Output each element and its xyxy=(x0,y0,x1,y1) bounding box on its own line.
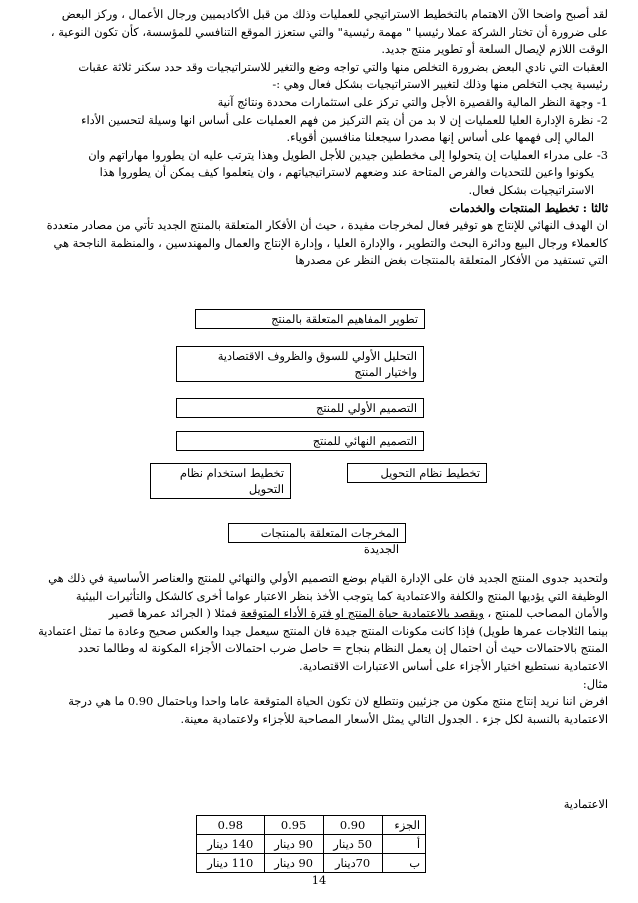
text-line: ولتحديد جدوى المنتج الجديد فان على الإدارة القيام بوضع التصميم الأولي والنهائي للمنتج والعناصر الأساسية في ذلك هي xyxy=(48,571,608,585)
text-line: بينما الثلاجات عمرها طويل) فإذا كانت مكونات المنتج جيدة فان المنتج سيعمل جيدا والعكس صحيح وعادة ما تمثل اعتمادية xyxy=(38,623,608,638)
text-line: التي تستفيد من الأفكار المتعلقة بالمنتجات بغض النظر عن مصدرها xyxy=(295,253,608,268)
diagram-box-concept-development xyxy=(195,309,425,329)
diagram-box-market-analysis xyxy=(176,346,424,382)
diagram-box-conversion-planning xyxy=(347,463,487,483)
diagram-box-label: تخطيط استخدام نظام xyxy=(179,466,284,480)
text-line: الوظيفة التي يؤديها المنتج والكلفة والاعتمادية كما يتوجب الأخذ بنظر الاعتبار عواما أخرى كالشكل والتأثيرات البيئية xyxy=(75,588,608,603)
text-line: الاعتمادية نستطيع اختيار الأجزاء على أساس الاعتبارات الاقتصادية. xyxy=(298,658,608,673)
list-item-continuation: يكونوا واعين للتحديات والفرص المتاحة عند وضعهم لاستراتيجياتهم ، وان يتعلموا كيف يمكن أن يطوروا هذا xyxy=(99,165,594,180)
table-cell: 90 دينار xyxy=(264,835,323,854)
table-cell: 70دينار xyxy=(323,854,382,873)
table-header-cell: الجزء xyxy=(382,816,425,835)
table-header-cell: 0.95 xyxy=(264,816,323,835)
diagram-box-conversion-usage xyxy=(150,463,291,499)
list-item: 2- نظرة الإدارة العليا للعمليات إن لا بد من أن يتم التركيز من فهم العمليات على أساس انها وسيلة لتحسين الأداء xyxy=(81,112,608,127)
text-line: الاعتمادية بالنسبة لكل جزء . الجدول التالي يمثل الأسعار المصاحبة للأجزاء ولاعتمادية معينة. xyxy=(180,711,608,726)
diagram-box-label: واختيار المنتج xyxy=(354,365,417,379)
text-line: الوقت اللازم لإيصال السلعة أو تطوير منتج جديد. xyxy=(381,42,608,57)
text-span: فمثلا ( الجرائد عمرها قصير xyxy=(108,606,237,621)
example-label: مثال: xyxy=(582,676,608,691)
page-number: 14 xyxy=(311,873,327,887)
reliability-label: الاعتمادية xyxy=(563,797,608,811)
text-line: كالعملاء ورجال البيع ودائرة البحث والتطوير ، والإدارة العليا ، وإدارة الإنتاج والعمال والمهندسين ، والمنظمة الناجحة هي xyxy=(53,235,608,250)
text-line: ان الهدف النهائي للإنتاج هو توفير فعال لمخرجات مفيدة ، حيث أن الأفكار المتعلقة بالمنتج الجديد تأتي من مصادر متعددة xyxy=(46,218,608,233)
text-line: لقد أصبح واضحا الآن الاهتمام بالتخطيط الاستراتيجي للعمليات وذلك من قبل الأكاديميين ورجال الأعمال ، وركز البعض xyxy=(61,7,608,21)
table-header-row xyxy=(197,816,426,835)
text-line: على ضرورة أن تختار الشركة عملا رئيسيا " مهمة رئيسية" والتي ستعزز الموقع التنافسي للمؤسسة، كأن تكون النوعية ، xyxy=(50,24,608,39)
diagram-box-new-product-outputs xyxy=(228,523,406,556)
diagram-box-label: التصميم النهائي للمنتج xyxy=(312,434,417,448)
intro-paragraph xyxy=(30,6,608,270)
reliability-price-table xyxy=(196,815,426,873)
underlined-definition: ويقصد بالاعتمادية حياة المنتج او فترة الأداء المتوقعة xyxy=(240,606,484,621)
list-item: 3- على مدراء العمليات إن يتحولوا إلى مخططين جيدين للأجل الطويل وهذا يترتب عليه ان يطوروا مهاراتهم وان xyxy=(88,147,608,162)
list-item-continuation: الاستراتيجيات بشكل فعال. xyxy=(468,182,594,197)
diagram-box-final-design xyxy=(176,431,424,451)
table-header-cell: 0.98 xyxy=(197,816,265,835)
table-cell: أ xyxy=(382,835,425,854)
text-line: افرض اننا نريد إنتاج منتج مكون من جزئيين ونتطلع لان تكون الحياة المتوقعة عاما واحدا وباحتمال 0.90 ما هي درجة xyxy=(68,694,608,709)
section-heading: ثالثا : تخطيط المنتجات والخدمات xyxy=(449,200,608,215)
diagram-box-label: تخطيط نظام التحويل xyxy=(380,466,480,480)
list-item: 1- وجهة النظر المالية والقصيرة الأجل والتي تركز على استثمارات محددة ونتائج آنية xyxy=(217,94,608,109)
diagram-box-label: المخرجات المتعلقة بالمنتجات الجديدة xyxy=(260,526,399,556)
table-header-cell: 0.90 xyxy=(323,816,382,835)
diagram-box-label: التحويل xyxy=(248,482,284,496)
list-item-continuation: المالي إلى فهمها على أساس إنها مصدرا سيجعلنا منافسين أقوياء. xyxy=(286,130,594,145)
text-line: المنتج بالاحتمالات حيث أن احتمال إن يعمل النظام بنجاح = حاصل ضرب احتمالات الأجزاء المكونة له وطالما تحدد xyxy=(77,641,608,656)
table-cell: 140 دينار xyxy=(197,835,265,854)
table-cell: 110 دينار xyxy=(197,854,265,873)
table-row xyxy=(197,835,426,854)
diagram-box-preliminary-design xyxy=(176,398,424,418)
table-cell: ب xyxy=(382,854,425,873)
diagram-box-label: تطوير المفاهيم المتعلقة بالمنتج xyxy=(271,312,418,326)
table-cell: 90 دينار xyxy=(264,854,323,873)
text-line: العقبات التي نادي البعض بضرورة التخلص منها والتي تواجه وضع والتغير للاستراتيجيات وقد حدد سكنر ثلاثة عقبات xyxy=(78,59,608,74)
text-span: والأمان المصاحب للمنتج ، xyxy=(487,606,608,621)
text-line xyxy=(30,605,608,623)
diagram-box-label: التصميم الأولي للمنتج xyxy=(316,401,417,415)
table-row xyxy=(197,854,426,873)
text-line: رئيسية يجب التخلص منها وذلك لتغيير الاستراتيجيات بشكل فعال وهي :- xyxy=(272,77,608,92)
feasibility-paragraph xyxy=(30,570,608,728)
table-cell: 50 دينار xyxy=(323,835,382,854)
diagram-box-label: التحليل الأولي للسوق والظروف الاقتصادية xyxy=(217,349,417,363)
